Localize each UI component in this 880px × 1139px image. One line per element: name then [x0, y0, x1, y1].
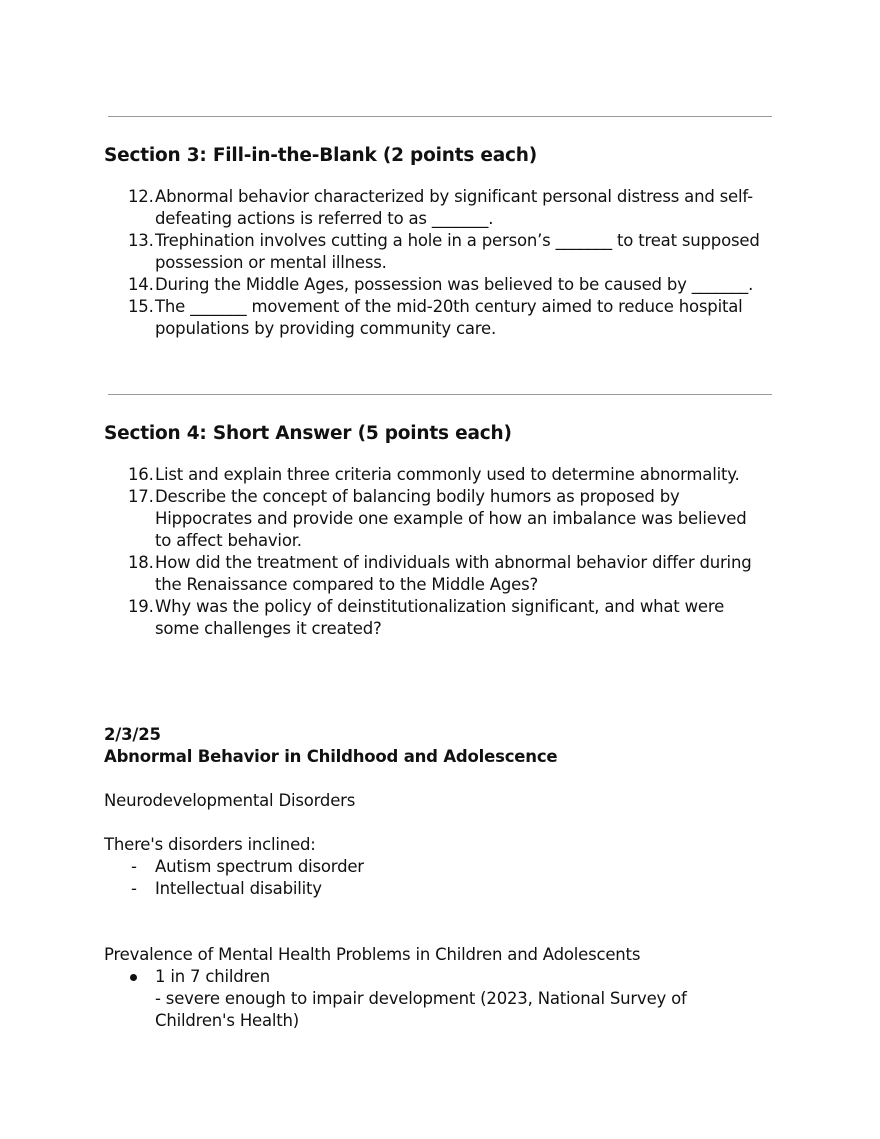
section-4-question-list	[104, 464, 764, 640]
list-item	[104, 186, 764, 230]
list-item	[104, 296, 764, 340]
section-3-heading: Section 3: Fill-in-the-Blank (2 points each)	[104, 145, 538, 166]
question-number: 15.	[128, 297, 154, 316]
list-item	[104, 596, 764, 640]
prevalence-list	[104, 966, 764, 1032]
list-item	[104, 486, 764, 552]
question-number: 17.	[128, 487, 154, 506]
question-number: 18.	[128, 553, 154, 572]
prevalence-item-text: 1 in 7 children	[155, 967, 270, 986]
notes-date: 2/3/25	[104, 725, 161, 744]
prevalence-detail-text: - severe enough to impair development (2023, National Survey of Children's Health)	[155, 989, 687, 1030]
question-text: List and explain three criteria commonly used to determine abnormality.	[155, 465, 740, 484]
dash-marker: -	[131, 879, 137, 898]
list-item	[104, 464, 764, 486]
question-text: Describe the concept of balancing bodily humors as proposed by Hippocrates and provide one example of how an imbalance was believed to affect behavior.	[155, 487, 747, 550]
question-text: Trephination involves cutting a hole in a person’s _______ to treat supposed possession or mental illness.	[155, 231, 760, 272]
question-number: 16.	[128, 465, 154, 484]
question-text: During the Middle Ages, possession was believed to be caused by _______.	[155, 275, 754, 294]
list-item	[104, 274, 764, 296]
disorders-list	[104, 856, 764, 900]
list-item	[104, 230, 764, 274]
question-text: Why was the policy of deinstitutionalization significant, and what were some challenges it created?	[155, 597, 725, 638]
prevalence-heading: Prevalence of Mental Health Problems in Children and Adolescents	[104, 945, 641, 964]
question-text: Abnormal behavior characterized by significant personal distress and self-defeating actions is referred to as _______.	[155, 187, 753, 228]
bullet-icon	[130, 974, 137, 981]
question-number: 13.	[128, 231, 154, 250]
list-item-text: Intellectual disability	[155, 879, 322, 898]
question-number: 19.	[128, 597, 154, 616]
horizontal-rule	[108, 394, 772, 395]
list-item	[104, 878, 764, 900]
question-text: The _______ movement of the mid-20th century aimed to reduce hospital populations by providing community care.	[155, 297, 743, 338]
list-item	[104, 856, 764, 878]
dash-marker: -	[131, 857, 137, 876]
question-text: How did the treatment of individuals with abnormal behavior differ during the Renaissance compared to the Middle Ages?	[155, 553, 752, 594]
list-item	[104, 552, 764, 596]
section-3-question-list	[104, 186, 764, 340]
list-item-text: Autism spectrum disorder	[155, 857, 364, 876]
question-number: 14.	[128, 275, 154, 294]
horizontal-rule	[108, 116, 772, 117]
notes-title: Abnormal Behavior in Childhood and Adolescence	[104, 747, 558, 766]
list-item	[104, 966, 764, 1032]
notes-subtopic: Neurodevelopmental Disorders	[104, 791, 356, 810]
question-number: 12.	[128, 187, 154, 206]
disorders-intro: There's disorders inclined:	[104, 835, 316, 854]
section-4-heading: Section 4: Short Answer (5 points each)	[104, 423, 512, 444]
